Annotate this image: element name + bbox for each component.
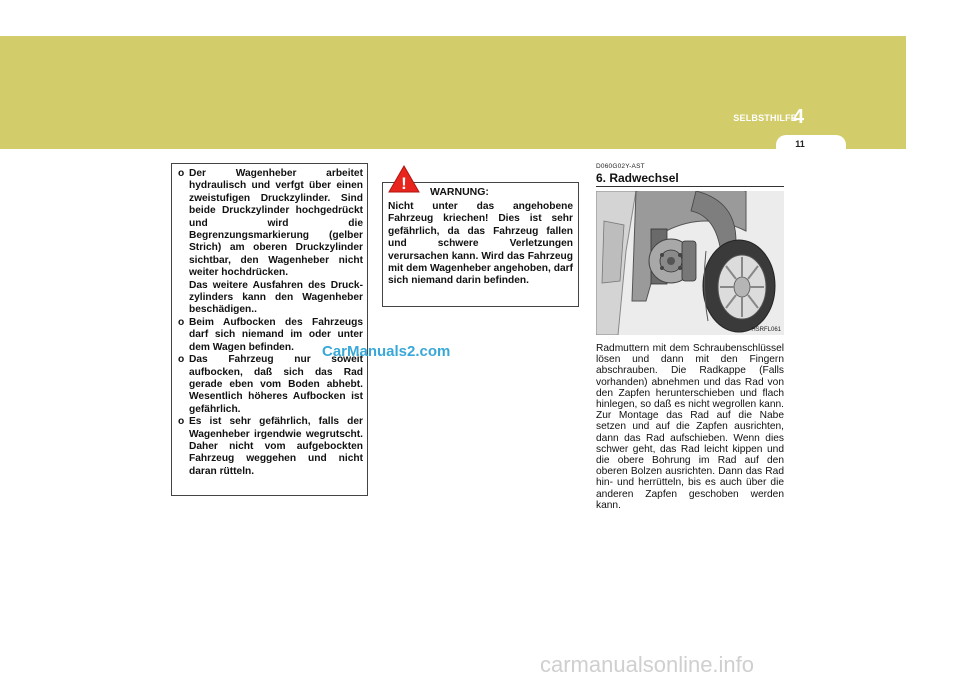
bullet-mark: o bbox=[178, 168, 185, 179]
warning-box bbox=[382, 182, 579, 307]
list-item-text: Der Wagenheber arbeitet hydraulisch und verfgt über einen zweistufigen Druckzylinder. Sind beide Druckzylinder hochgedrückt und wird die Begrenzungsmarkierung (gelber Strich) am oberen Druckzylinder sichtbar, den Wagenheber nicht weiter hochdrücken. bbox=[189, 168, 363, 279]
list-item bbox=[178, 168, 363, 317]
list-item-text: Beim Aufbocken des Fahrzeugs darf sich niemand im oder unter dem Wagen befinden. bbox=[189, 316, 363, 353]
wheel-change-illustration bbox=[596, 191, 784, 335]
bullet-mark: o bbox=[178, 416, 185, 428]
list-item-text: Das weitere Ausfahren des Druck-zylinders kann den Wagenheber beschädigen.. bbox=[189, 279, 363, 316]
warning-triangle-icon bbox=[388, 165, 420, 193]
page-number: 11 bbox=[795, 139, 805, 149]
section-title: SELBSTHILFE bbox=[733, 113, 797, 123]
section-heading: 6. Radwechsel bbox=[596, 171, 679, 185]
list-item bbox=[178, 416, 363, 478]
list-item bbox=[178, 354, 363, 416]
image-code: HSRFL061 bbox=[751, 327, 781, 333]
warning-symbol: ! bbox=[401, 174, 407, 193]
bullet-mark: o bbox=[178, 316, 185, 328]
header-band bbox=[0, 36, 906, 149]
warning-title: WARNUNG: bbox=[430, 186, 489, 198]
section-code: D060G02Y-AST bbox=[596, 163, 645, 170]
wheel-drawing-icon bbox=[596, 191, 784, 335]
warning-text: Nicht unter das angehobene Fahrzeug kriechen! Dies ist sehr gefährlich, da das Fahrzeug fallen und schwere Verletzungen verursachen kann. Wird das Fahrzeug mit dem Wagenheber angehoben, darf sich niemand darin befinden. bbox=[388, 201, 573, 287]
heading-rule bbox=[596, 186, 784, 187]
chapter-number: 4 bbox=[793, 106, 805, 128]
watermark-footer-link[interactable]: carmanualsonline.info bbox=[540, 652, 755, 677]
instruction-text: Radmuttern mit dem Schraubenschlüssel lösen und dann mit den Fingern abschrauben. Die Radkappe (Falls vorhanden) abnehmen und das Rad von den Zapfen herunterschieben und flach hinlegen, so daß es nicht wegrollen kann. Zur Montage das Rad auf die Nabe setzen und auf die Zapfen ausrichten, dann das Rad aufschieben. Wenn dies schwer geht, das Rad leicht kippen und die obere Bohrung im Rad auf den oberen Bolzen ausrichten. Dann das Rad hin- und herrütteln, bis es auch über die anderen Zapfen geschoben werden kann. bbox=[596, 343, 784, 511]
bullet-mark: o bbox=[178, 354, 185, 366]
watermark-link[interactable]: CarManuals2.com bbox=[322, 343, 451, 360]
list-item-text: Es ist sehr gefährlich, falls der Wagenheber irgendwie wegrutscht. Daher nicht vom aufgebockten Fahrzeug weggehen und nicht daran rütteln. bbox=[189, 416, 363, 477]
wheel-change-section bbox=[596, 163, 784, 511]
safety-notes-box bbox=[171, 163, 368, 496]
list-item-text: Das Fahrzeug nur soweit aufbocken, daß sich das Rad gerade eben vom Boden abhebt. Wesentlich höheres Aufbocken ist gefährlich. bbox=[189, 354, 363, 415]
